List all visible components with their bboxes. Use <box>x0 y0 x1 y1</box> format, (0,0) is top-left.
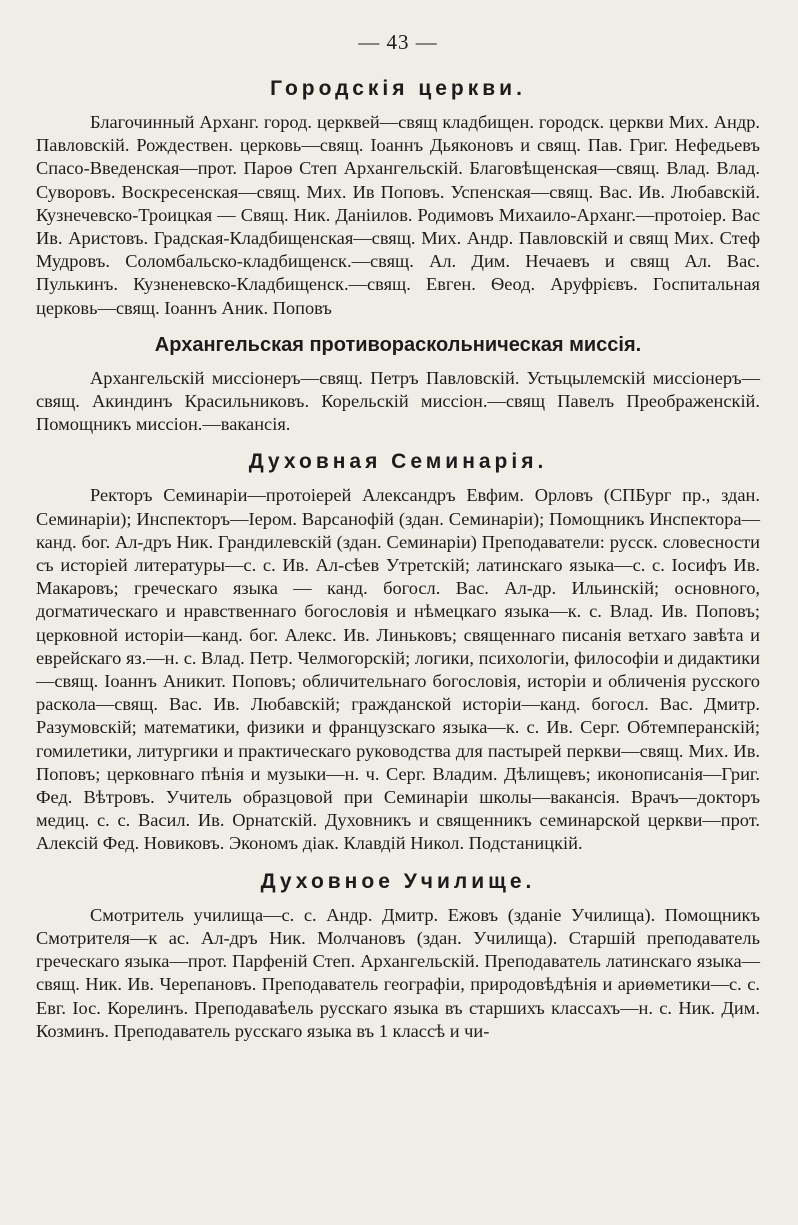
section-city-churches <box>36 77 760 320</box>
section-school <box>36 870 760 1043</box>
section-text: Ректоръ Семинаріи—протоіерей Александръ Евфим. Орловъ (СПБург пр., здан. Семинаріи); Инспекторъ—Іером. Варсанофій (здан. Семинаріи); Помощникъ Инспектора—канд. бог. Ал-дръ Ник. Грандилевскій (здан. Семинаріи) Преподаватели: русск. словесности съ исторіей литературы—с. с. Ив. Ал-сѣев Утретскій; латинскаго языка—с. с. Іосифъ Ив. Макаровъ; греческаго языка — канд. богосл. Вас. Ал-др. Ильинскій; основного, догматическаго и нравственнаго богословія и нѣмецкаго языка—к. с. Влад. Ив. Поповъ; церковной исторіи—канд. бог. Алекс. Ив. Линьковъ; священнаго писанія ветхаго завѣта и еврейскаго яз.—н. с. Влад. Петр. Челмогорскій; логики, психологіи, философіи и дидактики—свящ. Іоаннъ Аникит. Поповъ; обличительнаго богословія, исторіи и обличенія русского раскола—свящ. Вас. Ив. Любавскій; гражданской исторіи—канд. богосл. Вас. Дмитр. Разумовскій; математики, физики и французскаго языка—к. с. Ив. Серг. Обтемперанскій; гомилетики, литургики и практическаго руководства для пастырей перкви—свящ. Мих. Ив. Поповъ; церковнаго пѣнія и музыки—н. ч. Серг. Владим. Дѣлищевъ; иконописанія—Григ. Фед. Вѣтровъ. Учитель образцовой при Семинаріи школы—вакансія. Врачъ—докторъ медиц. с. с. Васил. Ив. Орнатскій. Духовникъ и священникъ семинарской церкви—прот. Алексій Фед. Новиковъ. Экономъ діак. Клавдій Никол. Подстаницкій. <box>36 485 760 854</box>
section-heading: Архангельская противораскольническая миссія. <box>154 333 642 356</box>
section-text: Архангельскій миссіонеръ—свящ. Петръ Павловскій. Устьцылемскій миссіонеръ—свящ. Акиндинъ Красильниковъ. Корельскій миссіон.—свящ Павелъ Преображенскій. Помощникъ миссіон.—вакансія. <box>36 367 760 435</box>
section-heading: Духовное Училище. <box>260 869 536 893</box>
section-heading: Городскія церкви. <box>270 77 526 100</box>
page-number: — 43 — <box>358 30 438 54</box>
section-text: Благочинный Арханг. город. церквей—свящ кладбищен. городск. церкви Мих. Андр. Павловскій. Рождествен. церковь—свящ. Іоаннъ Дьяконовъ и свящ. Пав. Григ. Нефедьевъ Спасо-Введенская—прот. Пароѳ Степ Архангельскій. Благовѣщенская—свящ. Влад. Влад. Суворовъ. Воскресенская—свящ. Мих. Ив Поповъ. Успенская—свящ. Вас. Ив. Любавскій. Кузнечевско-Троицкая — Свящ. Ник. Даніилов. Родимовъ Михаило-Арханг.—протоіер. Вас Ив. Аристовъ. Градская-Кладбищенская—свящ. Мих. Андр. Павловскій и свящ Мих. Стеф Мудровъ. Соломбальско-кладбищенск.—свящ. Ал. Дим. Нечаевъ и свящ Ал. Вас. Пулькинъ. Кузненевско-Кладбищенск.—свящ. Евген. Ѳеод. Аруфрієвъ. Госпитальная церковь—свящ. Іоаннъ Аник. Поповъ <box>36 112 760 318</box>
section-mission <box>36 334 760 437</box>
section-heading: Духовная Семинарія. <box>248 450 548 474</box>
section-seminary <box>36 450 760 855</box>
section-text: Смотритель училища—с. с. Андр. Дмитр. Ежовъ (зданіе Училища). Помощникъ Смотрителя—к ас. Ал-дръ Ник. Молчановъ (здан. Училища). Старшій преподаватель греческаго языка—прот. Парфеній Степ. Архангельскій. Преподаватель латинскаго языка—свящ. Ник. Ив. Черепановъ. Преподаватель географіи, природовѣдѣнія и ариѳметики—с. с. Евг. Іос. Корелинъ. Преподаваѣель русскаго языка въ старшихъ классахъ—н. с. Ник. Дим. Козминъ. Преподаватель русскаго языка въ 1 классѣ и чи- <box>36 904 760 1041</box>
